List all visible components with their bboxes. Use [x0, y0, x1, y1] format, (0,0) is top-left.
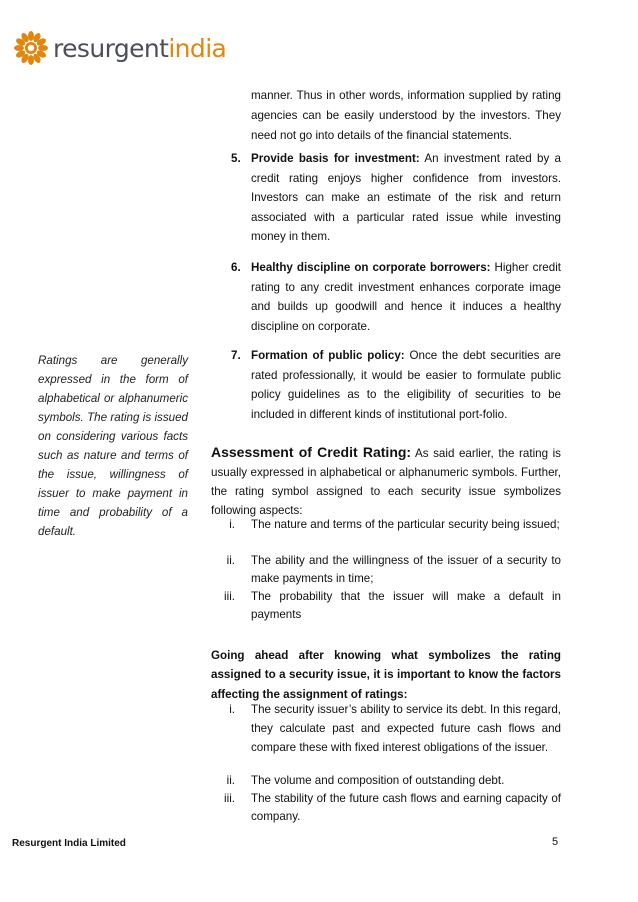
roman-number: ii.	[226, 774, 235, 787]
brand-name	[53, 33, 227, 63]
list-item-title: Healthy discipline on corporate borrowers:	[251, 261, 491, 274]
list-number: 6.	[231, 261, 241, 274]
aspect-text: The probability that the issuer will make a default in payments	[251, 590, 561, 621]
list-number: 5.	[231, 152, 241, 165]
roman-number: iii.	[224, 590, 235, 603]
assessment-paragraph	[211, 443, 561, 520]
brand-name-part2: india	[168, 33, 227, 63]
assessment-heading: Assessment of Credit Rating:	[211, 443, 412, 460]
list-item-text: An investment rated by a credit rating enjoys higher confidence from investors. Investors can make an estimate of the risk and return associated with a particular rated issue while investing money in them.	[251, 152, 562, 243]
list-item-text: Once the debt securities are rated professionally, it would be easier to formulate public policy guidelines as to the eligibility of securities to be included in different kinds of institutional port-folio.	[251, 349, 561, 421]
factor-item-2	[211, 772, 561, 790]
assessment-text: As said earlier, the rating is usually expressed in alphabetical or alphanumeric symbols. Further, the rating symbol assigned to each security issue symbolizes following aspects:	[211, 446, 561, 517]
list-item-text: Higher credit rating to any credit investment enhances corporate image and builds up goodwill and hence it induces a healthy discipline on corporate.	[251, 261, 561, 333]
list-item-6	[211, 258, 561, 336]
factor-text: The volume and composition of outstanding debt.	[251, 774, 505, 787]
aspect-text: The ability and the willingness of the issuer of a security to make payments in time;	[251, 554, 561, 585]
factor-item-3	[211, 790, 561, 826]
factors-intro: Going ahead after knowing what symbolizes the rating assigned to a security issue, it is important to know the factors affecting the assignment of ratings:	[211, 648, 561, 701]
page-number: 5	[552, 836, 559, 848]
brand-name-part1: resurgent	[53, 33, 169, 63]
aspect-text: The nature and terms of the particular security being issued;	[251, 518, 560, 531]
factor-text: The stability of the future cash flows and earning capacity of company.	[251, 792, 561, 823]
roman-number: i.	[229, 703, 235, 716]
aspect-item-3	[211, 588, 561, 624]
roman-number: iii.	[224, 792, 235, 805]
list-item-title: Provide basis for investment:	[251, 152, 420, 165]
roman-number: ii.	[226, 554, 235, 567]
list-item-5	[211, 149, 561, 247]
factor-text: The security issuer’s ability to service its debt. In this regard, they calculate past and expected future cash flows and compare these with fixed interest obligations of the issuer.	[251, 703, 561, 754]
sun-icon	[13, 30, 49, 66]
aspect-item-1	[211, 516, 561, 534]
continuation-paragraph: manner. Thus in other words, information supplied by rating agencies can be easily understood by the investors. They need not go into details of the financial statements.	[251, 88, 561, 142]
roman-number: i.	[229, 518, 235, 531]
logo	[13, 30, 226, 66]
factor-item-1	[211, 700, 561, 757]
footer-company: Resurgent India Limited	[12, 838, 126, 849]
sidebar-note: Ratings are generally expressed in the form of alphabetical or alphanumeric symbols. The rating is issued on considering various facts such as nature and terms of the issue, willingness of issuer to make payment in time and probability of a default.	[38, 353, 188, 538]
list-number: 7.	[231, 349, 241, 362]
list-item-title: Formation of public policy:	[251, 349, 405, 362]
aspect-item-2	[211, 552, 561, 588]
list-item-7	[211, 346, 561, 424]
